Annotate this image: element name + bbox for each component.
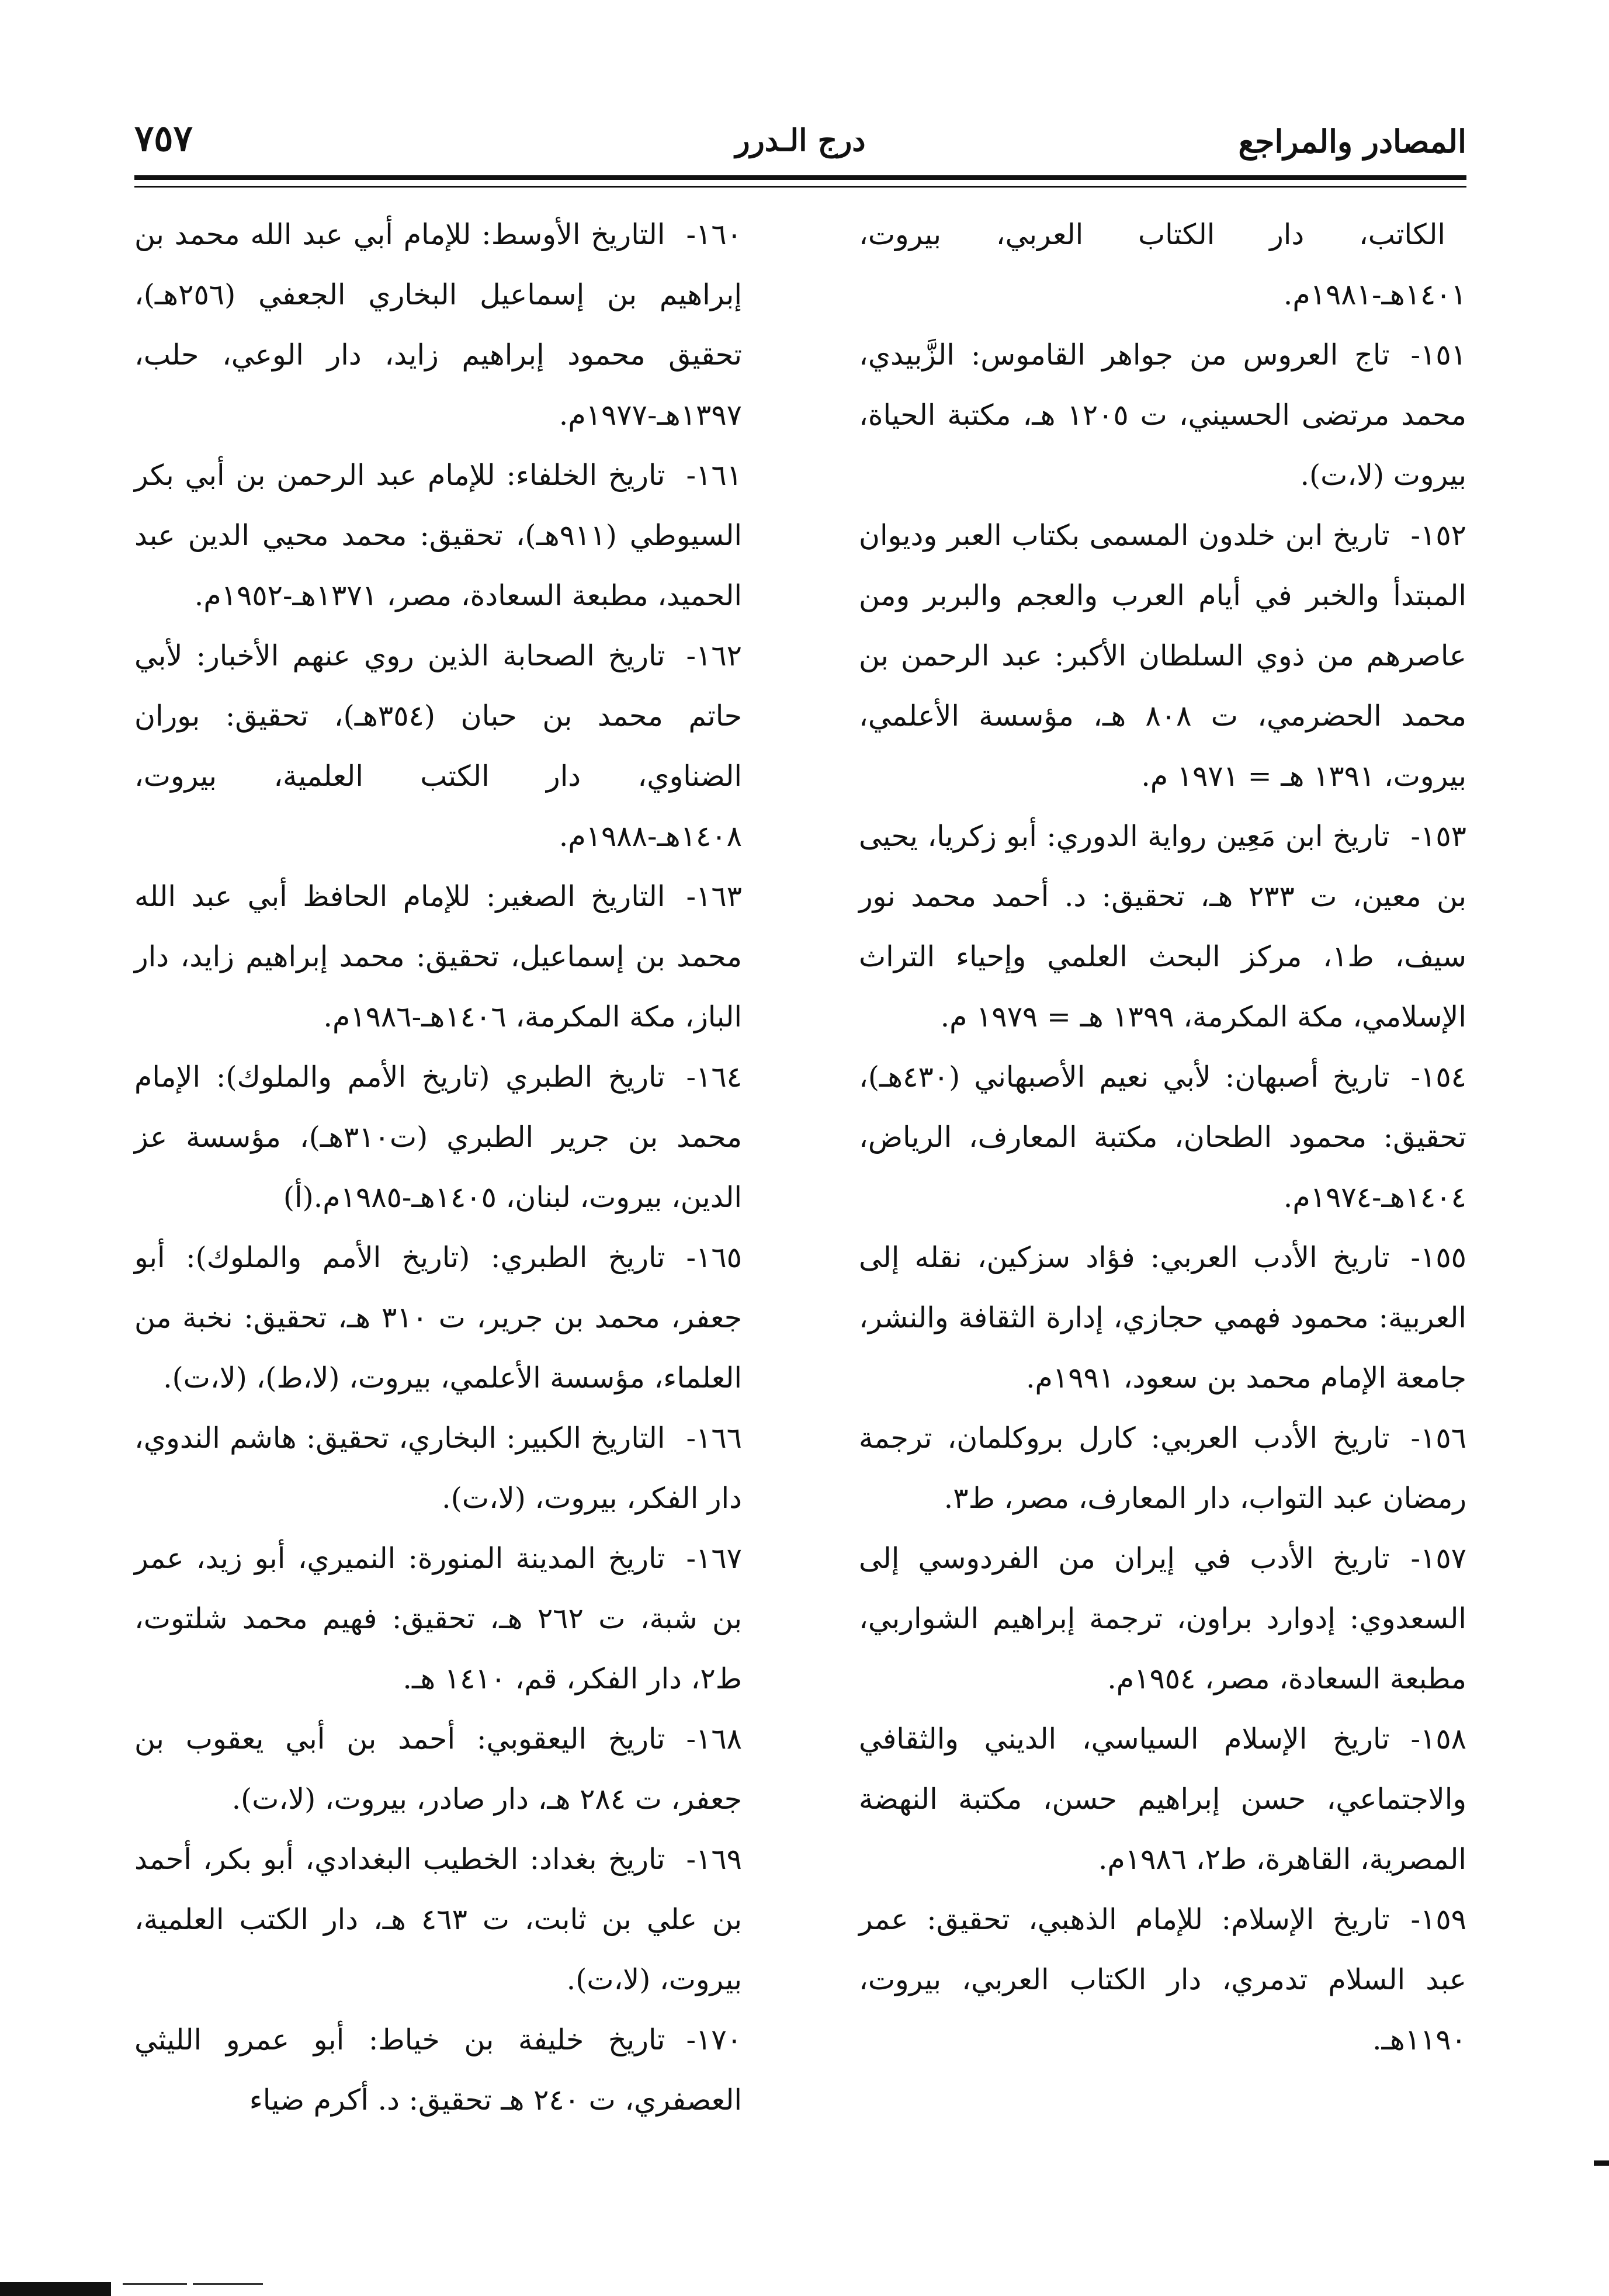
- entry-text: تاج العروس من جواهر القاموس: الزَّبيدي، محمد مرتضى الحسيني، ت ١٢٠٥ هـ، مكتبة الحياة، بيروت (لا،ت).: [859, 338, 1466, 492]
- reference-entry: [859, 1047, 1466, 1227]
- entry-text: تاريخ ابن مَعِين رواية الدوري: أبو زكريا، يحيى بن معين، ت ٢٣٣ هـ، تحقيق: د. أحمد محمد نور سيف، ط١، مركز البحث العلمي وإحياء التراث الإسلامي، مكة المكرمة، ١٣٩٩ هـ = ١٩٧٩ م.: [859, 820, 1466, 1033]
- entry-number: ١٥٨-: [1410, 1722, 1466, 1756]
- reference-entry: [859, 1889, 1466, 2070]
- entry-text: تاريخ الطبري: (تاريخ الأمم والملوك): أبو جعفر، محمد بن جرير، ت ٣١٠ هـ، تحقيق: نخبة من العلماء، مؤسسة الأعلمي، بيروت، (لا،ط)، (لا،ت).: [134, 1241, 742, 1395]
- entry-number: ١٥٦-: [1410, 1421, 1466, 1455]
- entry-number: ١٧٠-: [686, 2023, 742, 2056]
- entry-text: التاريخ الكبير: البخاري، تحقيق: هاشم الندوي، دار الفكر، بيروت، (لا،ت).: [134, 1421, 742, 1515]
- page-number: ٧٥٧: [134, 117, 193, 159]
- entry-text: تاريخ الأدب في إيران من الفردوسي إلى السعدوي: إدوارد براون، ترجمة إبراهيم الشواربي، مطبعة السعادة، مصر، ١٩٥٤م.: [859, 1542, 1466, 1695]
- reference-entry: [134, 866, 742, 1047]
- entry-text: تاريخ أصبهان: لأبي نعيم الأصبهاني (٤٣٠هـ)، تحقيق: محمود الطحان، مكتبة المعارف، الرياض، ١٤٠٤هـ-١٩٧٤م.: [859, 1060, 1466, 1214]
- scan-edge-mark: [1594, 2160, 1609, 2166]
- reference-entry: [859, 325, 1466, 505]
- reference-entry: [134, 1227, 742, 1408]
- entry-number: ١٦٢-: [686, 639, 742, 672]
- entry-number: ١٦١-: [686, 459, 742, 492]
- reference-entry: [134, 1047, 742, 1227]
- entry-number: ١٦٤-: [686, 1060, 742, 1094]
- reference-entry: [134, 204, 742, 445]
- scan-footer-dash: [193, 2283, 263, 2285]
- entry-number: ١٦٠-: [686, 218, 742, 251]
- entry-text: تاريخ الصحابة الذين روي عنهم الأخبار: لأبي حاتم محمد بن حبان (٣٥٤هـ)، تحقيق: بوران الضناوي، دار الكتب العلمية، بيروت، ١٤٠٨هـ-١٩٨٨م.: [134, 639, 742, 853]
- entry-number: ١٥٩-: [1410, 1903, 1466, 1936]
- reference-entry: [859, 1528, 1466, 1709]
- reference-entry: [859, 1227, 1466, 1408]
- entry-text: تاريخ الأدب العربي: كارل بروكلمان، ترجمة رمضان عبد التواب، دار المعارف، مصر، ط٣.: [859, 1421, 1466, 1515]
- entry-text: تاريخ الخلفاء: للإمام عبد الرحمن بن أبي بكر السيوطي (٩١١هـ)، تحقيق: محمد محيي الدين عبد الحميد، مطبعة السعادة، مصر، ١٣٧١هـ-١٩٥٢م.: [134, 459, 742, 612]
- right-column: [859, 204, 1466, 2070]
- reference-entry: [134, 2010, 742, 2130]
- reference-entry: [859, 806, 1466, 1047]
- entry-number: ١٥٧-: [1410, 1542, 1466, 1575]
- reference-entry: [859, 204, 1466, 325]
- entry-text: تاريخ بغداد: الخطيب البغدادي، أبو بكر، أحمد بن علي بن ثابت، ت ٤٦٣ هـ، دار الكتب العلمية، بيروت، (لا،ت).: [134, 1843, 742, 1996]
- reference-entry: [134, 626, 742, 866]
- entry-text: الكاتب، دار الكتاب العربي، بيروت، ١٤٠١هـ-١٩٨١م.: [859, 218, 1466, 311]
- reference-entry: [134, 1709, 742, 1829]
- page-header: [134, 111, 1466, 175]
- reference-entry: [859, 1709, 1466, 1889]
- reference-entry: [859, 505, 1466, 806]
- section-title: المصادر والمراجع: [1238, 123, 1466, 160]
- header-rule-thick: [134, 175, 1466, 180]
- reference-entry: [134, 445, 742, 626]
- entry-text: تاريخ المدينة المنورة: النميري، أبو زيد، عمر بن شبة، ت ٢٦٢ هـ، تحقيق: فهيم محمد شلتوت، ط٢، دار الفكر، قم، ١٤١٠ هـ.: [134, 1542, 742, 1695]
- entry-text: تاريخ اليعقوبي: أحمد بن أبي يعقوب بن جعفر، ت ٢٨٤ هـ، دار صادر، بيروت، (لا،ت).: [134, 1722, 742, 1816]
- scan-footer-dash: [123, 2283, 187, 2285]
- scan-footer-bar: [0, 2282, 111, 2296]
- left-column: [134, 204, 742, 2130]
- entry-text: تاريخ الأدب العربي: فؤاد سزكين، نقله إلى العربية: محمود فهمي حجازي، إدارة الثقافة والنشر، جامعة الإمام محمد بن سعود، ١٩٩١م.: [859, 1241, 1466, 1395]
- entry-text: التاريخ الصغير: للإمام الحافظ أبي عبد الله محمد بن إسماعيل، تحقيق: محمد إبراهيم زايد، دار الباز، مكة المكرمة، ١٤٠٦هـ-١٩٨٦م.: [134, 880, 742, 1033]
- entry-number: ١٦٨-: [686, 1722, 742, 1756]
- entry-number: ١٦٣-: [686, 880, 742, 913]
- book-title: درج الـدرر: [735, 123, 866, 158]
- entry-text: تاريخ الإسلام السياسي، الديني والثقافي والاجتماعي، حسن إبراهيم حسن، مكتبة النهضة المصرية، القاهرة، ط٢، ١٩٨٦م.: [859, 1722, 1466, 1876]
- reference-entry: [134, 1829, 742, 2010]
- entry-number: ١٦٩-: [686, 1843, 742, 1876]
- entry-text: التاريخ الأوسط: للإمام أبي عبد الله محمد بن إبراهيم بن إسماعيل البخاري الجعفي (٢٥٦هـ)، تحقيق محمود إبراهيم زايد، دار الوعي، حلب، ١٣٩٧هـ-١٩٧٧م.: [134, 218, 742, 432]
- entry-number: ١٥١-: [1410, 338, 1466, 372]
- entry-text: تاريخ ابن خلدون المسمى بكتاب العبر وديوان المبتدأ والخبر في أيام العرب والعجم والبربر ومن عاصرهم من ذوي السلطان الأكبر: عبد الرحمن بن محمد الحضرمي، ت ٨٠٨ هـ، مؤسسة الأعلمي، بيروت، ١٣٩١ هـ = ١٩٧١ م.: [859, 519, 1467, 793]
- entry-number: ١٥٥-: [1410, 1241, 1466, 1274]
- reference-entry: [134, 1528, 742, 1709]
- entry-text: تاريخ خليفة بن خياط: أبو عمرو الليثي العصفري، ت ٢٤٠ هـ تحقيق: د. أكرم ضياء: [134, 2023, 742, 2117]
- entry-number: ١٦٥-: [686, 1241, 742, 1274]
- entry-number: ١٦٦-: [686, 1421, 742, 1455]
- entry-text: تاريخ الإسلام: للإمام الذهبي، تحقيق: عمر عبد السلام تدمري، دار الكتاب العربي، بيروت، ١١٩٠هـ.: [859, 1903, 1466, 2056]
- entry-number: ١٥٤-: [1410, 1060, 1466, 1094]
- entry-number: ١٦٧-: [686, 1542, 742, 1575]
- entry-number: ١٥٢-: [1410, 519, 1466, 552]
- reference-entry: [134, 1408, 742, 1528]
- entry-text: تاريخ الطبري (تاريخ الأمم والملوك): الإمام محمد بن جرير الطبري (ت٣١٠هـ)، مؤسسة عز الدين، بيروت، لبنان، ١٤٠٥هـ-١٩٨٥م.(أ): [134, 1060, 743, 1214]
- reference-entry: [859, 1408, 1466, 1528]
- entry-number: ١٥٣-: [1410, 820, 1466, 853]
- header-rule-thin: [134, 186, 1466, 188]
